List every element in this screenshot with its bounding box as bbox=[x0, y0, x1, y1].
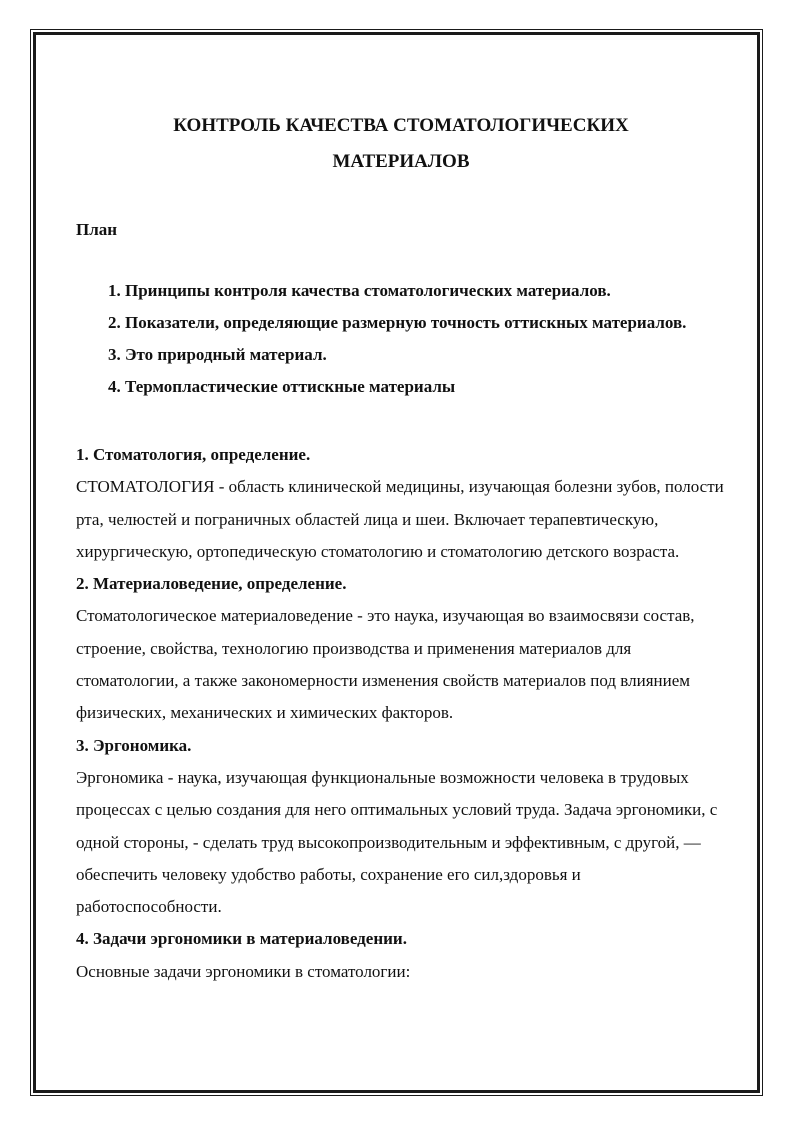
section-heading: 4. Задачи эргономики в материаловедении. bbox=[76, 929, 407, 949]
section-body: Основные задачи эргономики в стоматологии: bbox=[76, 961, 411, 981]
sections bbox=[76, 439, 726, 988]
section-body: Эргономика - наука, изучающая функциональные возможности человека в трудовых процессах с целью создания для него оптимальных условий труда. Задача эргономики, с одной стороны, - сделать труд высокопроизводительным и эффективным, с другой, — обеспечить человеку удобство работы, сохранение его сил,здоровья и работоспособности. bbox=[76, 767, 718, 917]
section-heading: 3. Эргономика. bbox=[76, 735, 192, 755]
section-ergonomics-tasks bbox=[76, 923, 726, 988]
title-line-2: МАТЕРИАЛОВ bbox=[332, 151, 470, 172]
plan-list bbox=[76, 275, 726, 403]
plan-item: 3. Это природный материал. bbox=[125, 339, 726, 371]
section-dentistry bbox=[76, 439, 726, 568]
plan-item: 2. Показатели, определяющие размерную точность оттискных материалов. bbox=[125, 307, 726, 339]
document-content bbox=[76, 108, 726, 988]
title-line-1: КОНТРОЛЬ КАЧЕСТВА СТОМАТОЛОГИЧЕСКИХ bbox=[173, 115, 629, 136]
section-materials-science bbox=[76, 568, 726, 729]
plan-heading: План bbox=[76, 220, 118, 239]
plan-item: 1. Принципы контроля качества стоматологических материалов. bbox=[125, 275, 726, 307]
section-body: Стоматологическое материаловедение - это наука, изучающая во взаимосвязи состав, строение, свойства, технологию производства и применения материалов для стоматологии, а также закономерности изменения свойств материалов под влиянием физических, механических и химических факторов. bbox=[76, 606, 695, 723]
section-body: СТОМАТОЛОГИЯ - область клинической медицины, изучающая болезни зубов, полости рта, челюстей и пограничных областей лица и шеи. Включает терапевтическую, хирургическую, ортопедическую стоматологию и стоматологию детского возраста. bbox=[76, 477, 724, 561]
section-heading: 1. Стоматология, определение. bbox=[76, 445, 311, 464]
section-ergonomics bbox=[76, 730, 726, 924]
section-heading: 2. Материаловедение, определение. bbox=[76, 574, 347, 594]
document-title bbox=[76, 108, 726, 180]
plan-item: 4. Термопластические оттискные материалы bbox=[125, 371, 726, 403]
